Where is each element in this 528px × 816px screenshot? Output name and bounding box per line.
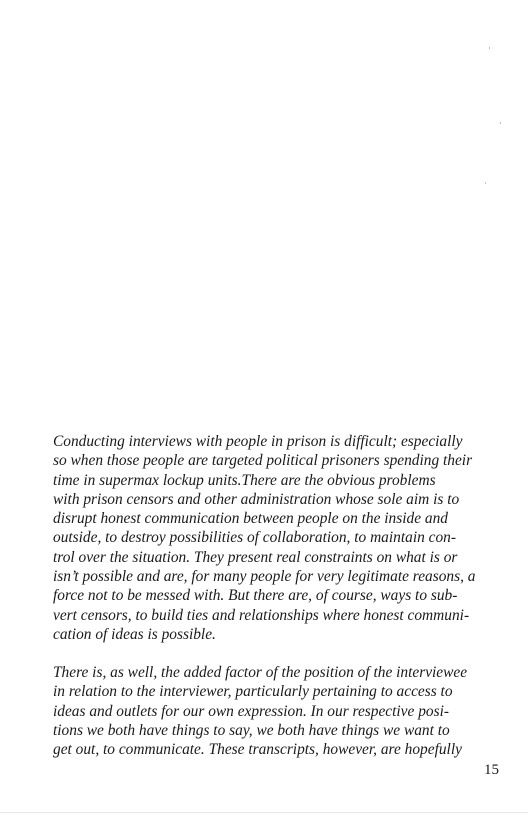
scan-edge xyxy=(0,812,528,813)
page-number: 15 xyxy=(484,762,499,778)
body-paragraph xyxy=(53,663,493,759)
text-line: vert censors, to build ties and relationships where honest communi- xyxy=(53,606,470,624)
text-line: cation of ideas is possible. xyxy=(53,625,216,643)
text-line: ideas and outlets for our own expression. In our respective posi- xyxy=(53,702,449,720)
text-line: disrupt honest communication between people on the inside and xyxy=(53,510,448,528)
text-line: so when those people are targeted political prisoners spending their xyxy=(53,452,473,470)
text-line: There is, as well, the added factor of the position of the interviewee xyxy=(53,664,468,681)
text-line: isn’t possible and are, for many people for very legitimate reasons, a xyxy=(53,568,476,586)
body-paragraph xyxy=(53,432,493,644)
text-line: get out, to communicate. These transcripts, however, are hopefully xyxy=(53,741,462,759)
text-line: force not to be messed with. But there are, of course, ways to sub- xyxy=(53,587,458,605)
text-line: with prison censors and other administration whose sole aim is to xyxy=(53,490,460,508)
text-line: tions we both have things to say, we both have things we want to xyxy=(53,721,450,739)
text-line: in relation to the interviewer, particularly pertaining to access to xyxy=(53,683,453,701)
text-line: Conducting interviews with people in prison is difficult; especially xyxy=(53,433,463,450)
text-line: trol over the situation. They present real constraints on what is or xyxy=(53,548,458,566)
scan-speck xyxy=(485,182,487,184)
scan-speck xyxy=(500,122,501,124)
text-line: time in supermax lockup units.There are the obvious problems xyxy=(53,471,436,489)
text-line: outside, to destroy possibilities of collaboration, to maintain con- xyxy=(53,529,456,547)
scan-speck xyxy=(489,47,490,49)
